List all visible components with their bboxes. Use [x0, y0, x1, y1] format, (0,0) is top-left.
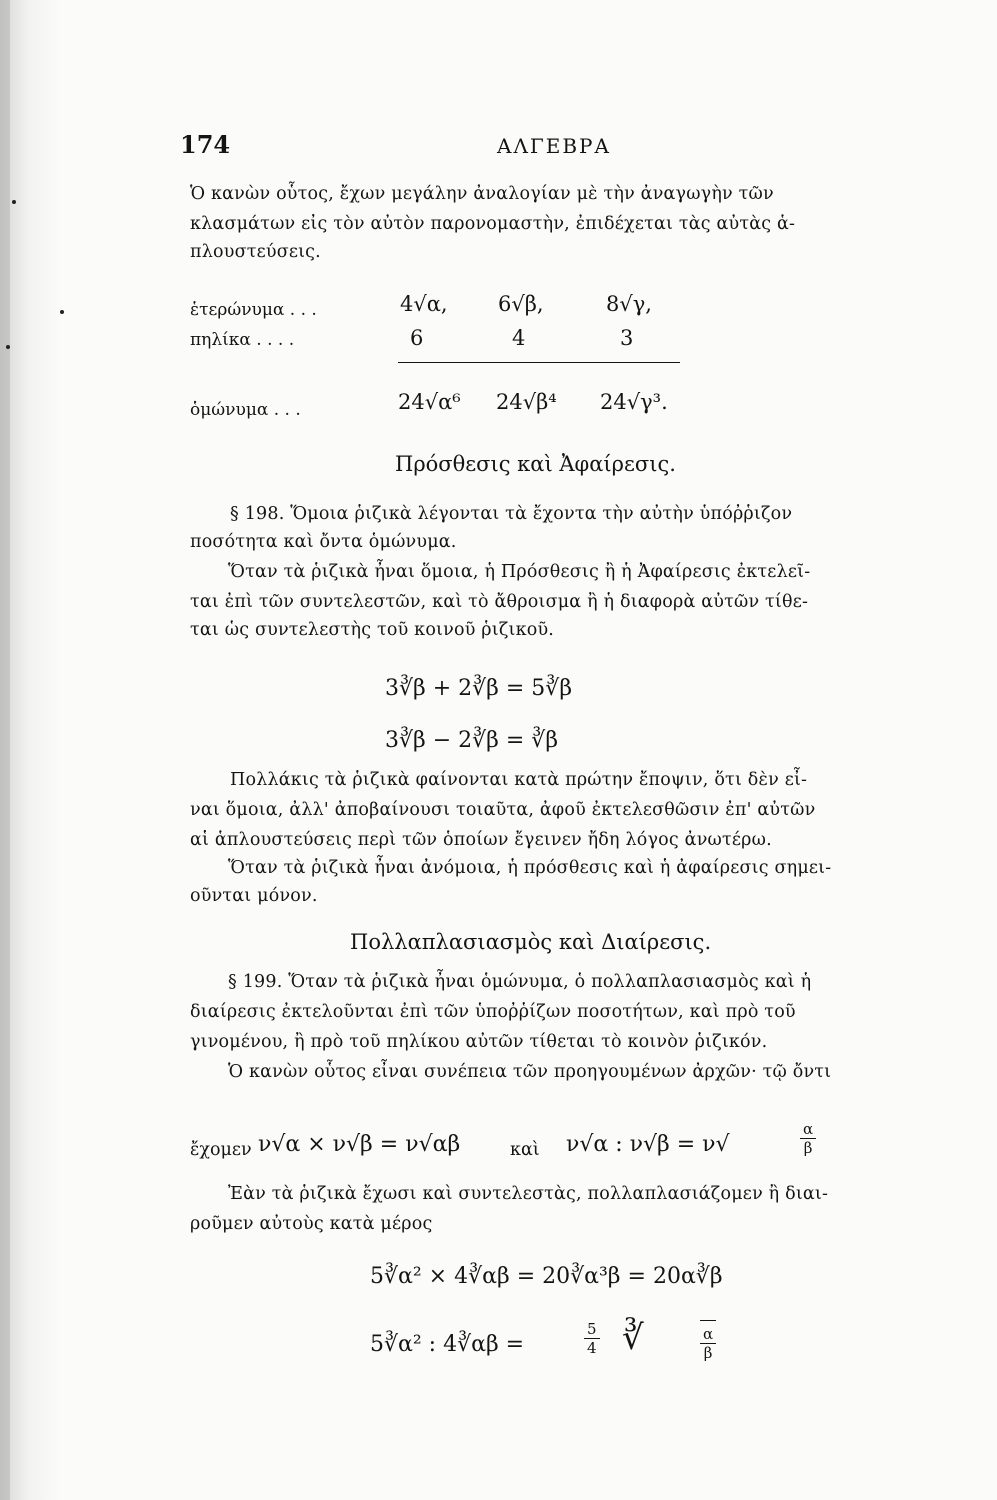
margin-dot — [60, 310, 64, 314]
table-row2-cell-3: 3 — [620, 326, 634, 350]
coeff-fraction — [584, 1320, 600, 1357]
intro-line-2: κλασμάτων εἰς τὸν αὐτὸν παρονομαστὴν, ἐπιδέχεται τὰς αὐτὰς ἁ- — [190, 214, 796, 234]
table-row3-cell-3: 24√γ³. — [600, 390, 668, 414]
eq-and: καὶ — [510, 1140, 540, 1160]
intro-line-1: Ὁ κανὼν οὗτος, ἔχων μεγάλην ἀναλογίαν μὲ τὴν ἀναγωγὴν τῶν — [190, 184, 774, 204]
s2-line-4: Ὁ κανὼν οὗτος εἶναι συνέπεια τῶν προηγουμένων ἀρχῶν· τῷ ὄντι — [228, 1062, 832, 1082]
equation-division: ν√α : ν√β = ν√ — [566, 1132, 730, 1157]
division-fraction-num: α — [800, 1120, 816, 1139]
coeff-root-fraction-num: α — [700, 1325, 716, 1344]
s1-line-2: ποσότητα καὶ ὄντα ὁμώνυμα. — [190, 532, 457, 552]
table-row1-cell-1: 4√α, — [400, 292, 448, 316]
equation-addition: 3∛β + 2∛β = 5∛β — [385, 676, 573, 701]
s1-line-3: Ὅταν τὰ ῥιζικὰ ἦναι ὅμοια, ἡ Πρόσθεσις ἢ ἡ Ἀφαίρεσις ἐκτελεῖ- — [228, 562, 811, 582]
coeff-fraction-den: 4 — [587, 1339, 597, 1357]
table-row1-cell-3: 8√γ, — [606, 292, 652, 316]
s2-para2-line-2: ροῦμεν αὐτοὺς κατὰ μέρος — [190, 1214, 433, 1234]
intro-line-3: πλουστεύσεις. — [190, 242, 321, 262]
s2-line-3: γινομένου, ἢ πρὸ τοῦ πηλίκου αὐτῶν τίθεται τὸ κοινὸν ῥιζικόν. — [190, 1032, 768, 1052]
margin-dot — [12, 200, 16, 204]
table-row2-label: πηλίκα . . . . — [190, 330, 295, 350]
section-heading-addition: Πρόσθεσις καὶ Ἀφαίρεσις. — [395, 452, 676, 476]
s1-para2-line-2: ναι ὅμοια, ἀλλ' ἀποβαίνουσι τοιαῦτα, ἀφοῦ ἐκτελεσθῶσιν ἐπ' αὐτῶν — [190, 800, 816, 820]
coeff-root-sign: ∛ — [622, 1318, 644, 1358]
table-row1-cell-2: 6√β, — [498, 292, 544, 316]
table-row3-label: ὁμώνυμα . . . — [190, 400, 301, 420]
table-row1-label: ἑτερώνυμα . . . — [190, 300, 317, 320]
page-number: 174 — [180, 130, 231, 159]
table-row3-cell-1: 24√α⁶ — [398, 390, 461, 414]
division-fraction-den: β — [803, 1139, 813, 1157]
page-edge-shadow — [0, 0, 10, 1500]
s1-para2-line-5: οῦνται μόνον. — [190, 886, 318, 906]
equation-multiplication: ν√α × ν√β = ν√αβ — [258, 1132, 461, 1157]
table-row2-cell-2: 4 — [512, 326, 526, 350]
s1-line-4: ται ἐπὶ τῶν συντελεστῶν, καὶ τὸ ἄθροισμα ἢ ἡ διαφορὰ αὐτῶν τίθε- — [190, 592, 809, 612]
s2-line-1: § 199. Ὅταν τὰ ῥιζικὰ ἦναι ὁμώνυμα, ὁ πολλαπλασιασμὸς καὶ ἡ — [228, 972, 812, 992]
s1-para2-line-1: Πολλάκις τὰ ῥιζικὰ φαίνονται κατὰ πρώτην ἔποψιν, ὅτι δὲν εἶ- — [230, 770, 808, 790]
equation-coeff-multiplication: 5∛α² × 4∛αβ = 20∛α³β = 20α∛β — [370, 1264, 723, 1289]
section-heading-multiplication: Πολλαπλασιασμὸς καὶ Διαίρεσις. — [350, 930, 712, 954]
table-divider — [398, 362, 680, 363]
coeff-root-fraction-den: β — [703, 1344, 713, 1362]
s1-line-5: ται ὡς συντελεστὴς τοῦ κοινοῦ ῥιζικοῦ. — [190, 620, 555, 640]
s1-para2-line-4: Ὅταν τὰ ῥιζικὰ ἦναι ἀνόμοια, ἡ πρόσθεσις καὶ ἡ ἀφαίρεσις σημει- — [228, 858, 832, 878]
table-row2-cell-1: 6 — [410, 326, 424, 350]
table-row3-cell-2: 24√β⁴ — [496, 390, 557, 414]
s2-para2-line-1: Ἐὰν τὰ ῥιζικὰ ἔχωσι καὶ συντελεστὰς, πολλαπλασιάζομεν ἢ διαι- — [228, 1184, 829, 1204]
s1-para2-line-3: αἱ ἁπλουστεύσεις περὶ τῶν ὁποίων ἔγεινεν ἤδη λόγος ἀνωτέρω. — [190, 830, 772, 850]
running-title: ΑΛΓΕΒΡΑ — [497, 134, 611, 158]
equation-coeff-division: 5∛α² : 4∛αβ = — [370, 1332, 525, 1357]
division-fraction — [800, 1120, 816, 1157]
s2-line-2: διαίρεσις ἐκτελοῦνται ἐπὶ τῶν ὑποῤῥίζων ποσοτήτων, καὶ πρὸ τοῦ — [190, 1002, 796, 1022]
margin-dot — [6, 345, 10, 349]
s1-line-1: § 198. Ὅμοια ῥιζικὰ λέγονται τὰ ἔχοντα τὴν αὐτὴν ὑπόῤῥιζον — [230, 504, 793, 524]
coeff-fraction-num: 5 — [584, 1320, 600, 1339]
coeff-root-fraction — [700, 1320, 716, 1362]
equation-subtraction: 3∛β − 2∛β = ∛β — [385, 728, 559, 753]
eq-prefix: ἔχομεν — [190, 1140, 252, 1160]
